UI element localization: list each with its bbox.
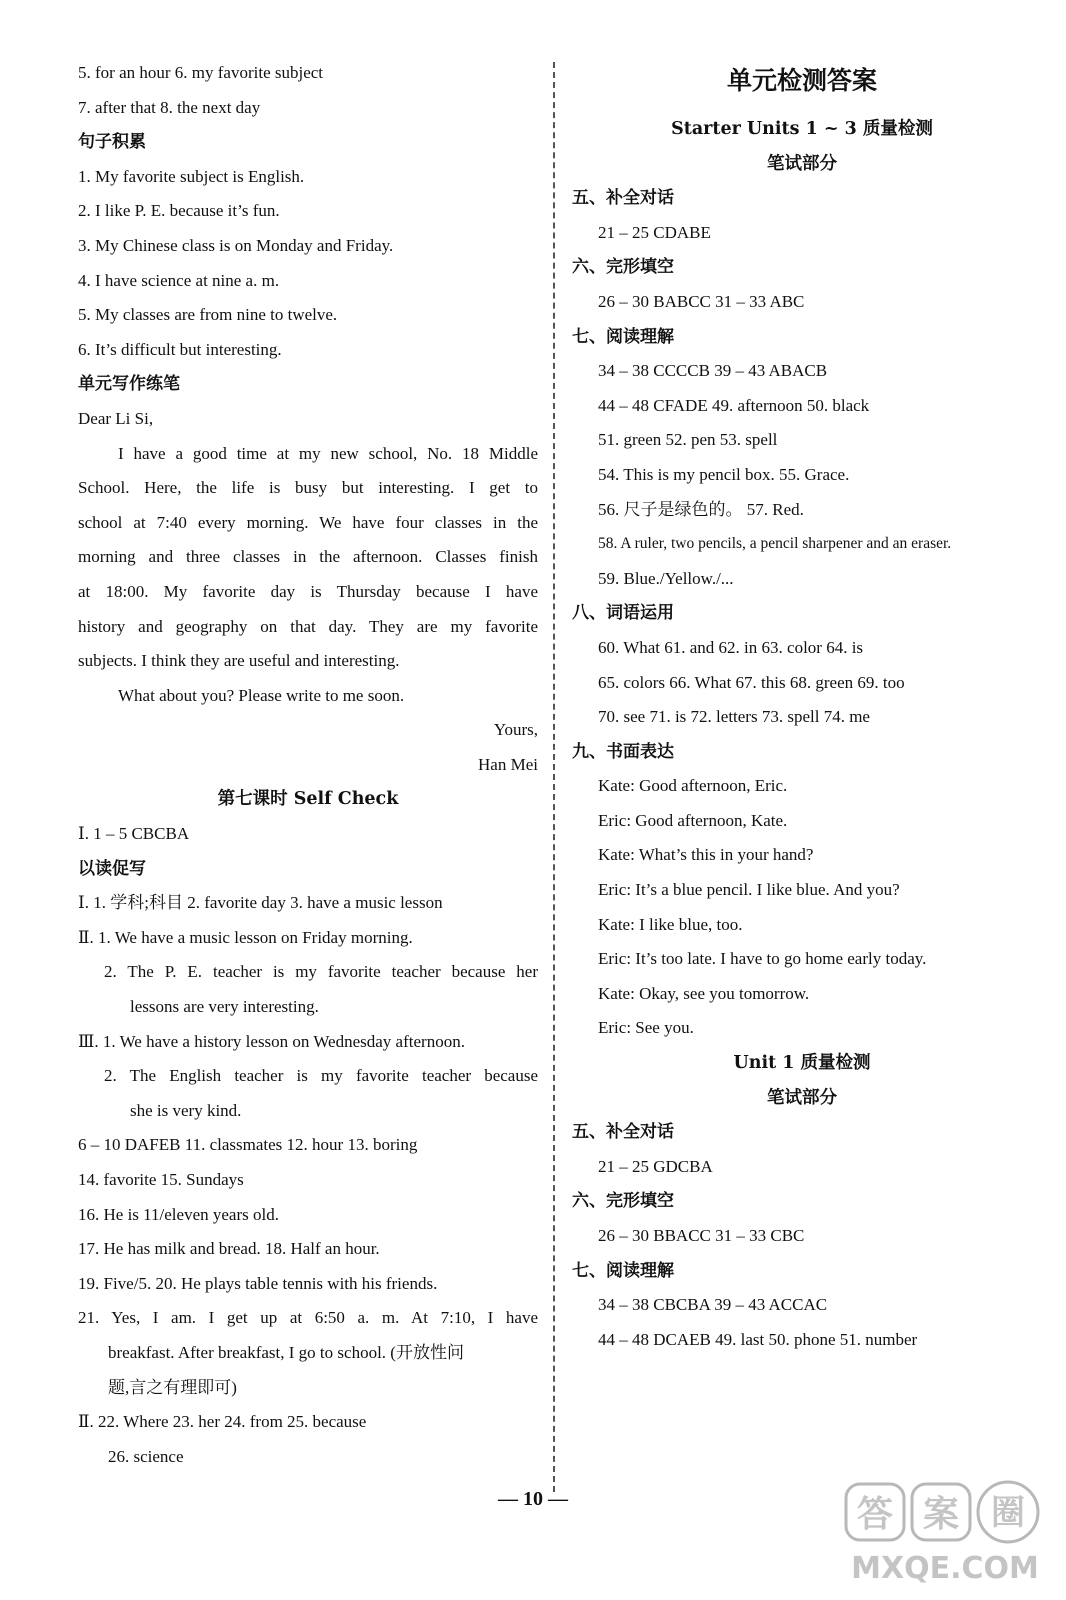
text-line: 5. My classes are from nine to twelve. bbox=[78, 305, 338, 325]
letter-body-line: history and geography on that day. They are my favorite bbox=[78, 616, 538, 636]
letter-closing: Yours, bbox=[493, 720, 538, 740]
text-line: 题,言之有理即可) bbox=[108, 1377, 237, 1397]
text-line: Ⅱ. 1. We have a music lesson on Friday morning. bbox=[78, 927, 413, 947]
section-heading: 八、词语运用 bbox=[572, 603, 674, 624]
text-line: 21 – 25 GDCBA bbox=[598, 1156, 713, 1176]
text-line: 2. The P. E. teacher is my favorite teacher because her bbox=[104, 962, 538, 982]
watermark-text: MXQE.COM bbox=[851, 1551, 1039, 1586]
unit-title: Unit 1 质量检测 bbox=[733, 1053, 871, 1074]
svg-text:答: 答 bbox=[856, 1494, 894, 1535]
letter-signature: Han Mei bbox=[478, 754, 538, 774]
text-line: 2. The English teacher is my favorite teacher because bbox=[104, 1066, 538, 1086]
text-line: 44 – 48 CFADE 49. afternoon 50. black bbox=[598, 395, 870, 415]
text-line: 51. green 52. pen 53. spell bbox=[598, 430, 778, 450]
text-line: 3. My Chinese class is on Monday and Friday. bbox=[78, 235, 394, 255]
section-heading: 七、阅读理解 bbox=[572, 326, 674, 347]
svg-text:案: 案 bbox=[922, 1494, 960, 1535]
text-line: 70. see 71. is 72. letters 73. spell 74. me bbox=[598, 707, 870, 727]
text-line: 34 – 38 CBCBA 39 – 43 ACCAC bbox=[598, 1295, 828, 1315]
text-line: 4. I have science at nine a. m. bbox=[78, 270, 280, 290]
text-line: 7. after that 8. the next day bbox=[78, 97, 261, 117]
page-title: 单元检测答案 bbox=[726, 66, 877, 95]
text-line: 26 – 30 BABCC 31 – 33 ABC bbox=[598, 291, 805, 311]
text-line: 2. I like P. E. because it’s fun. bbox=[78, 201, 280, 221]
text-line: lessons are very interesting. bbox=[130, 997, 319, 1017]
text-line: 26 – 30 BBACC 31 – 33 CBC bbox=[598, 1226, 805, 1245]
text-line: 6. It’s difficult but interesting. bbox=[78, 339, 282, 359]
page-number: — 10 — bbox=[498, 1488, 568, 1510]
unit-title: Starter Units 1 ~ 3 质量检测 bbox=[671, 119, 933, 139]
svg-text:圈: 圈 bbox=[991, 1493, 1025, 1533]
text-line: 59. Blue./Yellow./... bbox=[598, 568, 734, 588]
dialogue-line: Eric: Good afternoon, Kate. bbox=[598, 810, 788, 830]
part-title: 笔试部分 bbox=[767, 153, 837, 174]
letter-body-line: subjects. I think they are useful and interesting. bbox=[78, 651, 400, 671]
dialogue-line: Eric: It’s too late. I have to go home early today. bbox=[598, 949, 927, 969]
letter-body-line: at 18:00. My favorite day is Thursday because I have bbox=[78, 581, 538, 601]
text-line: 65. colors 66. What 67. this 68. green 69. too bbox=[598, 672, 905, 692]
section-heading: 七、阅读理解 bbox=[572, 1260, 674, 1281]
section-heading: 五、补全对话 bbox=[572, 1122, 674, 1143]
text-line: 6 – 10 DAFEB 11. classmates 12. hour 13. boring bbox=[78, 1135, 418, 1155]
dialogue-line: Kate: I like blue, too. bbox=[598, 914, 743, 934]
dialogue-line: Kate: Okay, see you tomorrow. bbox=[598, 983, 810, 1003]
text-line: 56. 尺子是绿色的。 57. Red. bbox=[598, 499, 804, 519]
text-line: 17. He has milk and bread. 18. Half an hour. bbox=[78, 1239, 380, 1259]
text-line: 21. Yes, I am. I get up at 6:50 a. m. At 7:10, I have bbox=[78, 1308, 538, 1328]
section-heading: 五、补全对话 bbox=[572, 188, 674, 209]
text-line: Ⅰ. 1. 学科;科目 2. favorite day 3. have a music lesson bbox=[78, 893, 443, 913]
text-line: Ⅲ. 1. We have a history lesson on Wednesday afternoon. bbox=[78, 1031, 465, 1051]
text-line: 14. favorite 15. Sundays bbox=[78, 1170, 244, 1189]
right-column bbox=[572, 56, 1032, 1357]
text-line: 44 – 48 DCAEB 49. last 50. phone 51. number bbox=[598, 1329, 918, 1349]
text-line: 16. He is 11/eleven years old. bbox=[78, 1204, 279, 1224]
letter-body-line: morning and three classes in the afternoon. Classes finish bbox=[78, 547, 538, 567]
text-line: 19. Five/5. 20. He plays table tennis with his friends. bbox=[78, 1273, 438, 1293]
section-heading: 六、完形填空 bbox=[572, 257, 674, 278]
lesson-title: 第七课时 Self Check bbox=[217, 789, 399, 810]
text-line: 1. My favorite subject is English. bbox=[78, 166, 305, 186]
section-heading: 句子积累 bbox=[78, 132, 146, 153]
text-line: 34 – 38 CCCCB 39 – 43 ABACB bbox=[598, 361, 828, 381]
section-heading: 以读促写 bbox=[78, 858, 146, 879]
section-heading: 九、书面表达 bbox=[572, 741, 674, 762]
dialogue-line: Eric: See you. bbox=[598, 1018, 694, 1038]
text-line: she is very kind. bbox=[130, 1100, 242, 1120]
dialogue-line: Eric: It’s a blue pencil. I like blue. And you? bbox=[598, 880, 900, 900]
left-column bbox=[78, 56, 538, 1474]
letter-body-line: school at 7:40 every morning. We have four classes in the bbox=[78, 512, 538, 532]
part-title: 笔试部分 bbox=[767, 1087, 837, 1108]
text-line: 60. What 61. and 62. in 63. color 64. is bbox=[598, 637, 864, 657]
text-line: 58. A ruler, two pencils, a pencil sharpener and an eraser. bbox=[598, 535, 952, 553]
dialogue-line: Kate: What’s this in your hand? bbox=[598, 845, 814, 865]
column-divider bbox=[553, 62, 555, 1492]
letter-body-line: School. Here, the life is busy but interesting. I get to bbox=[78, 478, 538, 498]
text-line: 54. This is my pencil box. 55. Grace. bbox=[598, 464, 850, 484]
letter-body-line: I have a good time at my new school, No. 18 Middle bbox=[118, 443, 538, 463]
letter-body-line: What about you? Please write to me soon. bbox=[118, 685, 405, 705]
text-line: 26. science bbox=[108, 1446, 184, 1466]
watermark-logo bbox=[840, 1478, 1050, 1590]
dialogue-line: Kate: Good afternoon, Eric. bbox=[598, 776, 788, 796]
text-line: 5. for an hour 6. my favorite subject bbox=[78, 63, 324, 82]
letter-salutation: Dear Li Si, bbox=[78, 408, 154, 428]
text-line: Ⅰ. 1 – 5 CBCBA bbox=[78, 824, 190, 844]
section-heading: 六、完形填空 bbox=[572, 1191, 674, 1212]
text-line: 21 – 25 CDABE bbox=[598, 222, 711, 242]
text-line: breakfast. After breakfast, I go to school. (开放性问 bbox=[108, 1342, 464, 1362]
text-line: Ⅱ. 22. Where 23. her 24. from 25. because bbox=[78, 1412, 367, 1432]
section-heading: 单元写作练笔 bbox=[78, 374, 180, 395]
